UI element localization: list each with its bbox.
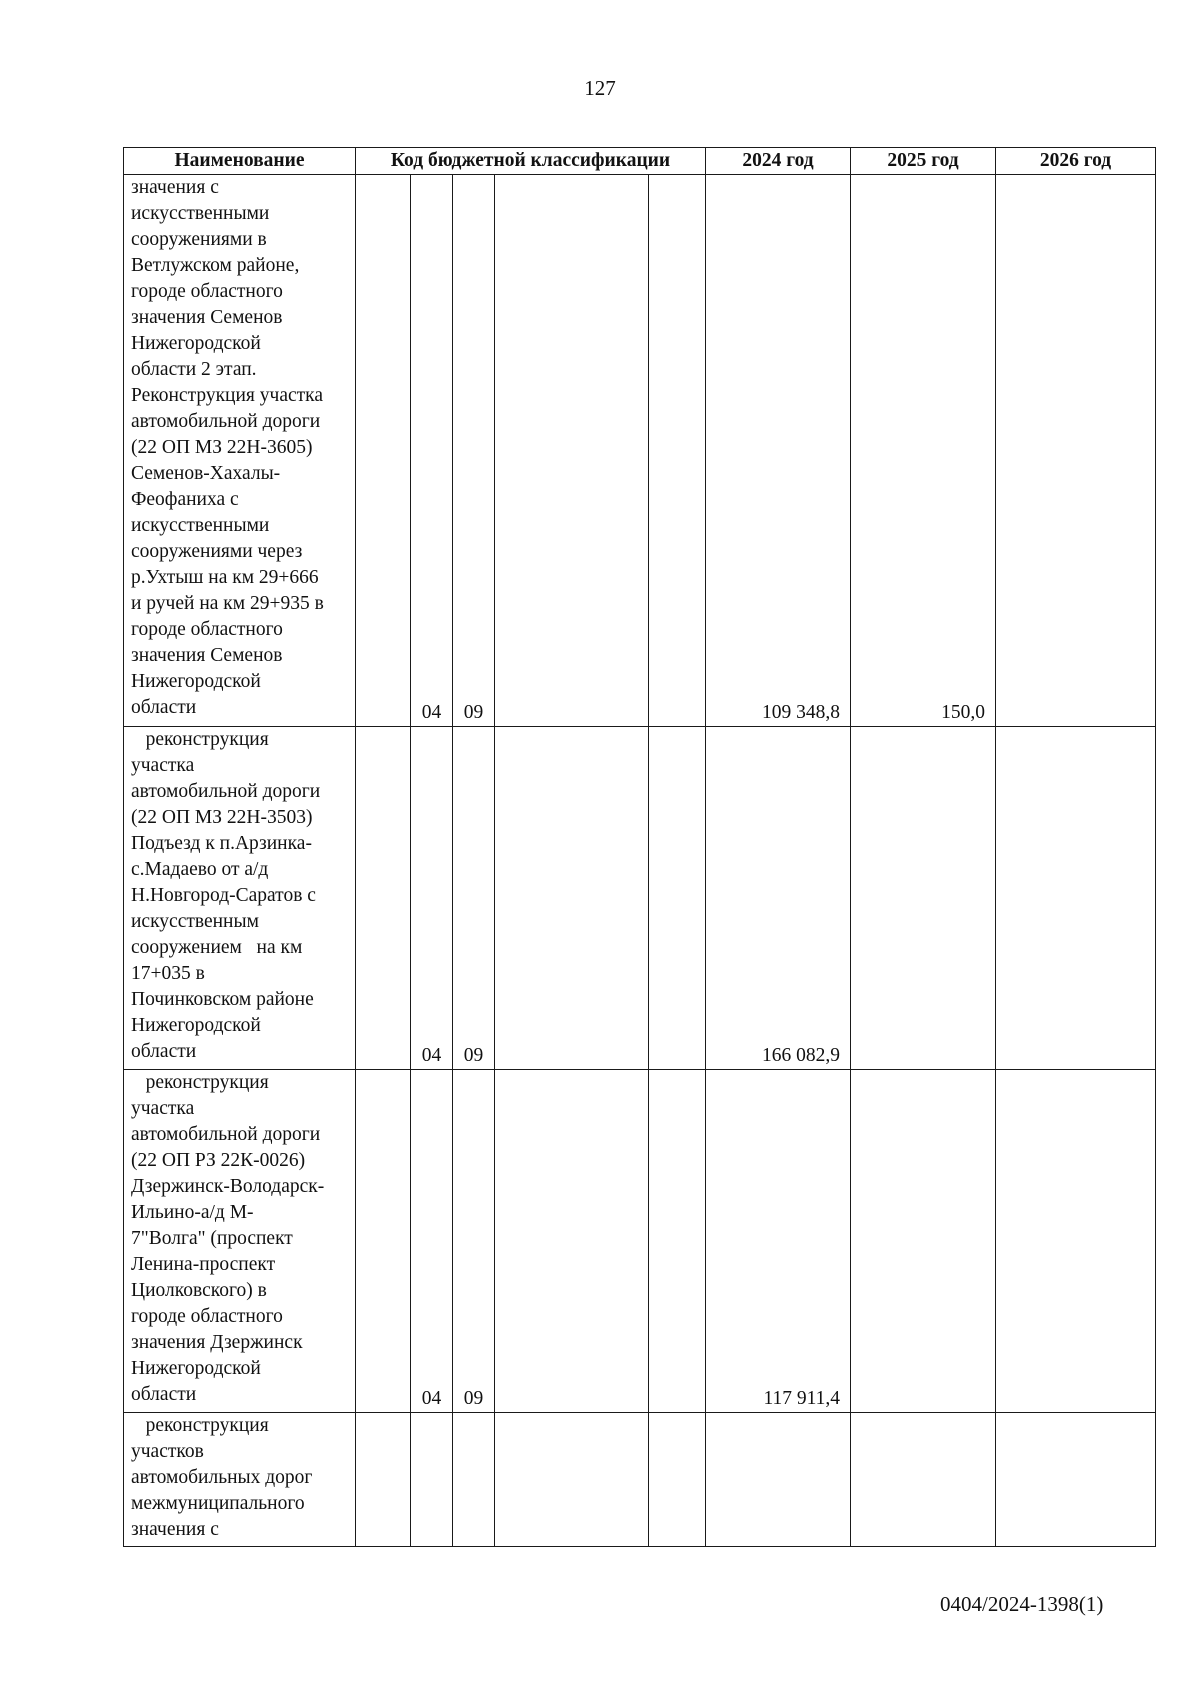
code-cell-subsection: 09 [453, 175, 495, 727]
code-cell-section: 04 [411, 175, 453, 727]
code-cell-expense [649, 1413, 706, 1547]
amount-2024: 109 348,8 [706, 175, 851, 727]
amount-2026 [996, 1413, 1156, 1547]
header-2024: 2024 год [706, 148, 851, 175]
table-row [124, 727, 1156, 1070]
table-row [124, 175, 1156, 727]
code-cell-subsection: 09 [453, 1070, 495, 1413]
document-code: 0404/2024-1398(1) [940, 1592, 1104, 1616]
table-header-row [124, 148, 1156, 175]
amount-2024: 166 082,9 [706, 727, 851, 1070]
row-name-cell [124, 727, 356, 1070]
header-code: Код бюджетной классификации [356, 148, 706, 175]
code-cell-target [495, 1413, 649, 1547]
row-name-cell [124, 175, 356, 727]
row-name-cell [124, 1413, 356, 1547]
header-2025: 2025 год [851, 148, 996, 175]
header-2026: 2026 год [996, 148, 1156, 175]
code-cell-target [495, 727, 649, 1070]
code-cell-section: 04 [411, 727, 453, 1070]
header-name: Наименование [124, 148, 356, 175]
code-cell-1 [356, 1413, 411, 1547]
amount-2025 [851, 1413, 996, 1547]
code-cell-section [411, 1413, 453, 1547]
amount-2024: 117 911,4 [706, 1070, 851, 1413]
page-number: 127 [584, 76, 616, 100]
amount-2026 [996, 1070, 1156, 1413]
code-cell-expense [649, 1070, 706, 1413]
table-row [124, 1070, 1156, 1413]
code-cell-section: 04 [411, 1070, 453, 1413]
row-name: реконструкция участка автомобильной дороги (22 ОП РЗ 22К-0026) Дзержинск-Володарск- Ильино-а/д М- 7"Волга" (проспект Ленина-проспект Циолковского) в городе областного значения Дзержинск Нижегородской области [131, 1072, 325, 1405]
amount-2026 [996, 175, 1156, 727]
budget-table [123, 147, 1156, 1547]
amount-2025: 150,0 [851, 175, 996, 727]
row-name-cell [124, 1070, 356, 1413]
code-cell-1 [356, 727, 411, 1070]
amount-2025 [851, 1070, 996, 1413]
code-cell-target [495, 1070, 649, 1413]
code-cell-subsection [453, 1413, 495, 1547]
amount-2024 [706, 1413, 851, 1547]
code-cell-expense [649, 727, 706, 1070]
amount-2026 [996, 727, 1156, 1070]
row-name: реконструкция участка автомобильной дороги (22 ОП МЗ 22Н-3503) Подъезд к п.Арзинка- с.Мадаево от а/д Н.Новгород-Саратов с искусственным сооружением на км 17+035 в Починковском районе Нижегородской области [131, 729, 321, 1062]
code-cell-expense [649, 175, 706, 727]
code-cell-1 [356, 175, 411, 727]
row-name: значения с искусственными сооружениями в Ветлужском районе, городе областного значения Семенов Нижегородской области 2 этап. Реконструкция участка автомобильной дороги (22 ОП МЗ 22Н-3605) Семенов-Хахалы- Феофаниха с искусственными сооружениями через р.Ухтыш на км 29+666 и ручей на км 29+935 в городе областного значения Семенов Нижегородской области [131, 177, 324, 718]
amount-2025 [851, 727, 996, 1070]
row-name: реконструкция участков автомобильных дорог межмуниципального значения с [131, 1415, 313, 1540]
table-row [124, 1413, 1156, 1547]
code-cell-subsection: 09 [453, 727, 495, 1070]
code-cell-1 [356, 1070, 411, 1413]
code-cell-target [495, 175, 649, 727]
